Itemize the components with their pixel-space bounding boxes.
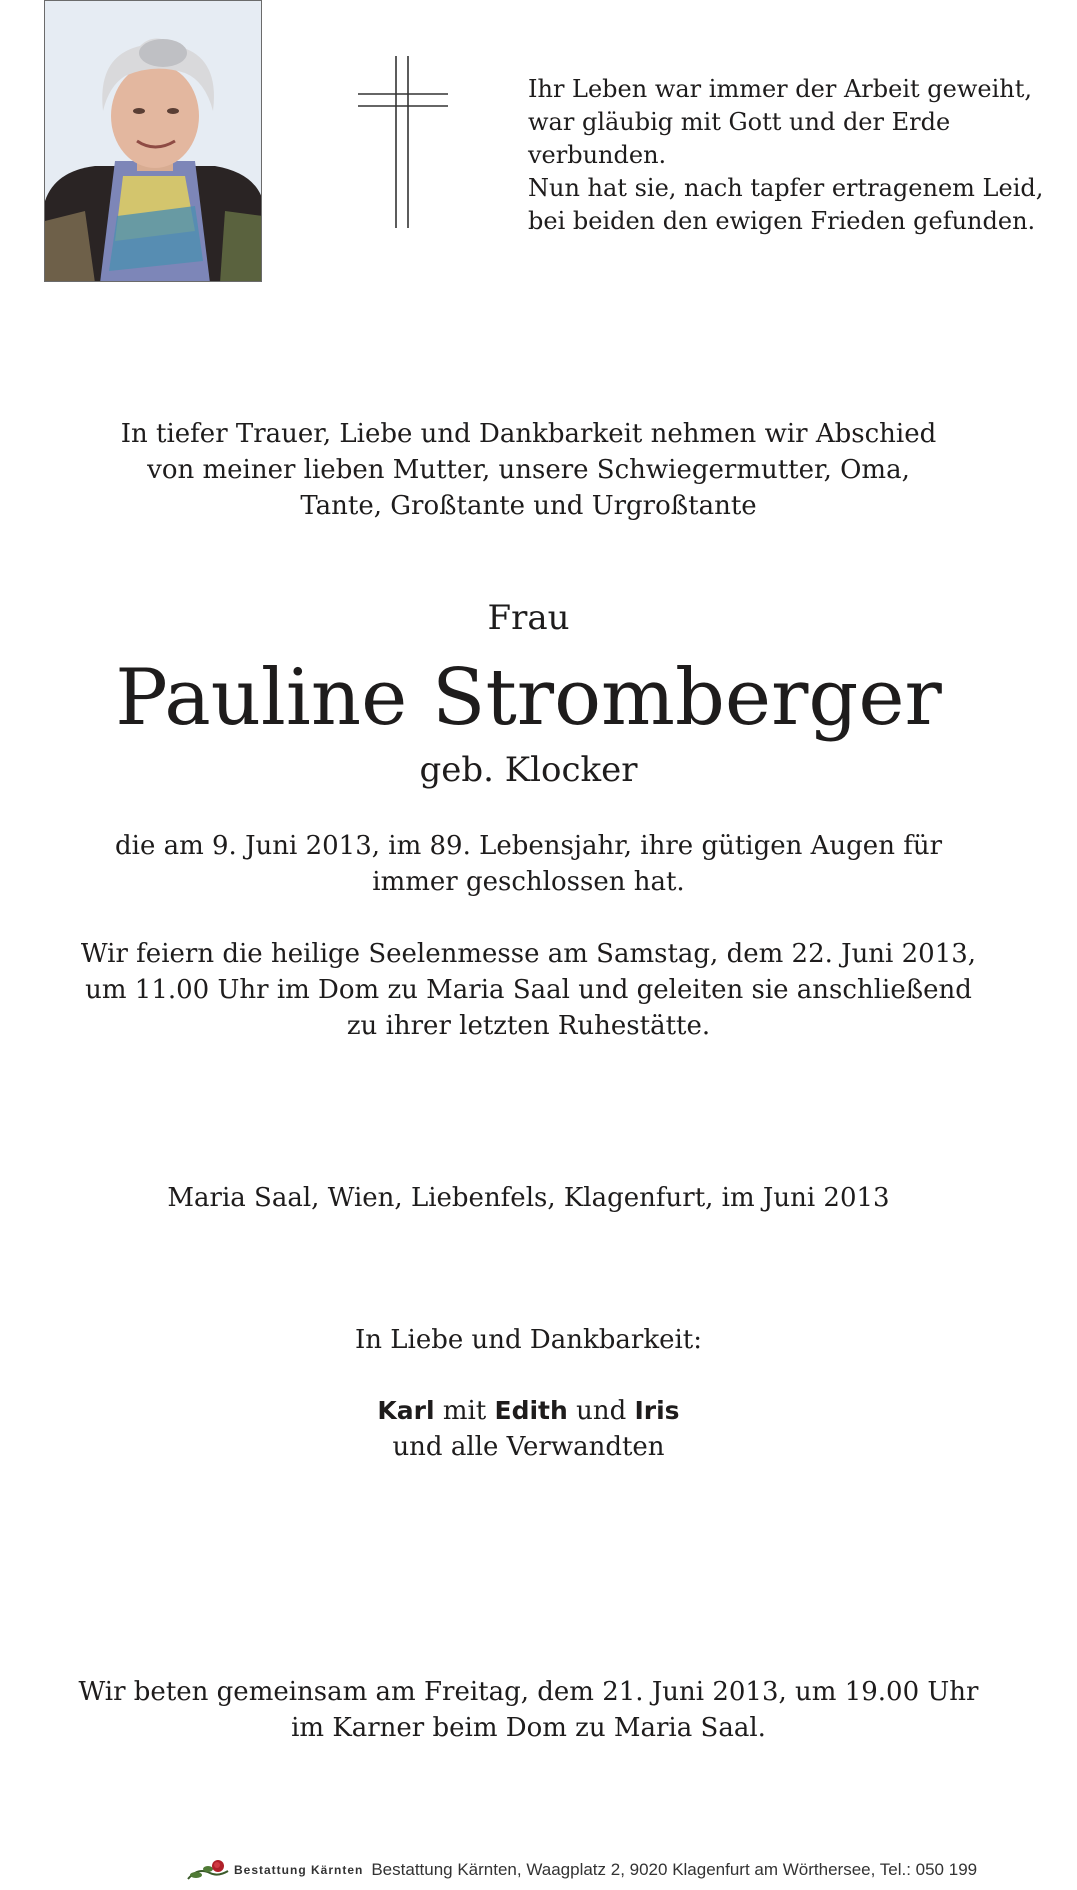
intro-line: Tante, Großtante und Urgroßtante: [300, 491, 757, 521]
footer-address: Bestattung Kärnten, Waagplatz 2, 9020 Klagenfurt am Wörthersee, Tel.: 050 199: [371, 1860, 978, 1879]
prayer-notice: [0, 1674, 1057, 1746]
rose-icon: [186, 1857, 230, 1883]
poem-line: war gläubig mit Gott und der Erde verbunden.: [528, 108, 951, 169]
poem: [528, 73, 1048, 238]
poem-line: Ihr Leben war immer der Arbeit geweiht,: [528, 75, 1032, 103]
intro-text: [0, 416, 1057, 524]
footer: [186, 1856, 977, 1884]
mass-line: zu ihrer letzten Ruhestätte.: [346, 1011, 711, 1041]
poem-line: bei beiden den ewigen Frieden gefunden.: [528, 207, 1036, 235]
mass-line: um 11.00 Uhr im Dom zu Maria Saal und geleiten sie anschließend: [85, 975, 972, 1005]
family-line-1: [0, 1393, 1057, 1429]
poem-line: Nun hat sie, nach tapfer ertragenem Leid,: [528, 174, 1044, 202]
logo-text: Bestattung Kärnten: [234, 1863, 364, 1877]
family-conjunction: und: [567, 1396, 635, 1426]
death-line: die am 9. Juni 2013, im 89. Lebensjahr, ihre gütigen Augen für: [114, 831, 942, 861]
cross-icon: [358, 56, 448, 228]
family-line-2: und alle Verwandten: [392, 1432, 665, 1462]
place-date: Maria Saal, Wien, Liebenfels, Klagenfurt, im Juni 2013: [167, 1183, 890, 1213]
family-signature: [0, 1393, 1057, 1465]
salutation: Frau: [487, 598, 570, 638]
death-line: immer geschlossen hat.: [372, 867, 685, 897]
mass-line: Wir feiern die heilige Seelenmesse am Samstag, dem 22. Juni 2013,: [80, 939, 977, 969]
prayer-line: im Karner beim Dom zu Maria Saal.: [291, 1713, 766, 1743]
family-name: Iris: [634, 1396, 680, 1425]
maiden-name: geb. Klocker: [419, 750, 638, 790]
family-conjunction: mit: [434, 1396, 495, 1426]
thanks-line: In Liebe und Dankbarkeit:: [354, 1325, 703, 1355]
death-notice: [0, 828, 1057, 900]
family-name: Edith: [494, 1396, 568, 1425]
deceased-name: Pauline Stromberger: [115, 653, 942, 743]
portrait-photo: [44, 0, 262, 282]
family-name: Karl: [377, 1396, 435, 1425]
intro-line: von meiner lieben Mutter, unsere Schwiegermutter, Oma,: [147, 455, 910, 485]
intro-line: In tiefer Trauer, Liebe und Dankbarkeit nehmen wir Abschied: [120, 419, 937, 449]
mass-notice: [0, 936, 1057, 1044]
funeral-home-logo: [186, 1857, 363, 1883]
prayer-line: Wir beten gemeinsam am Freitag, dem 21. Juni 2013, um 19.00 Uhr: [78, 1677, 979, 1707]
